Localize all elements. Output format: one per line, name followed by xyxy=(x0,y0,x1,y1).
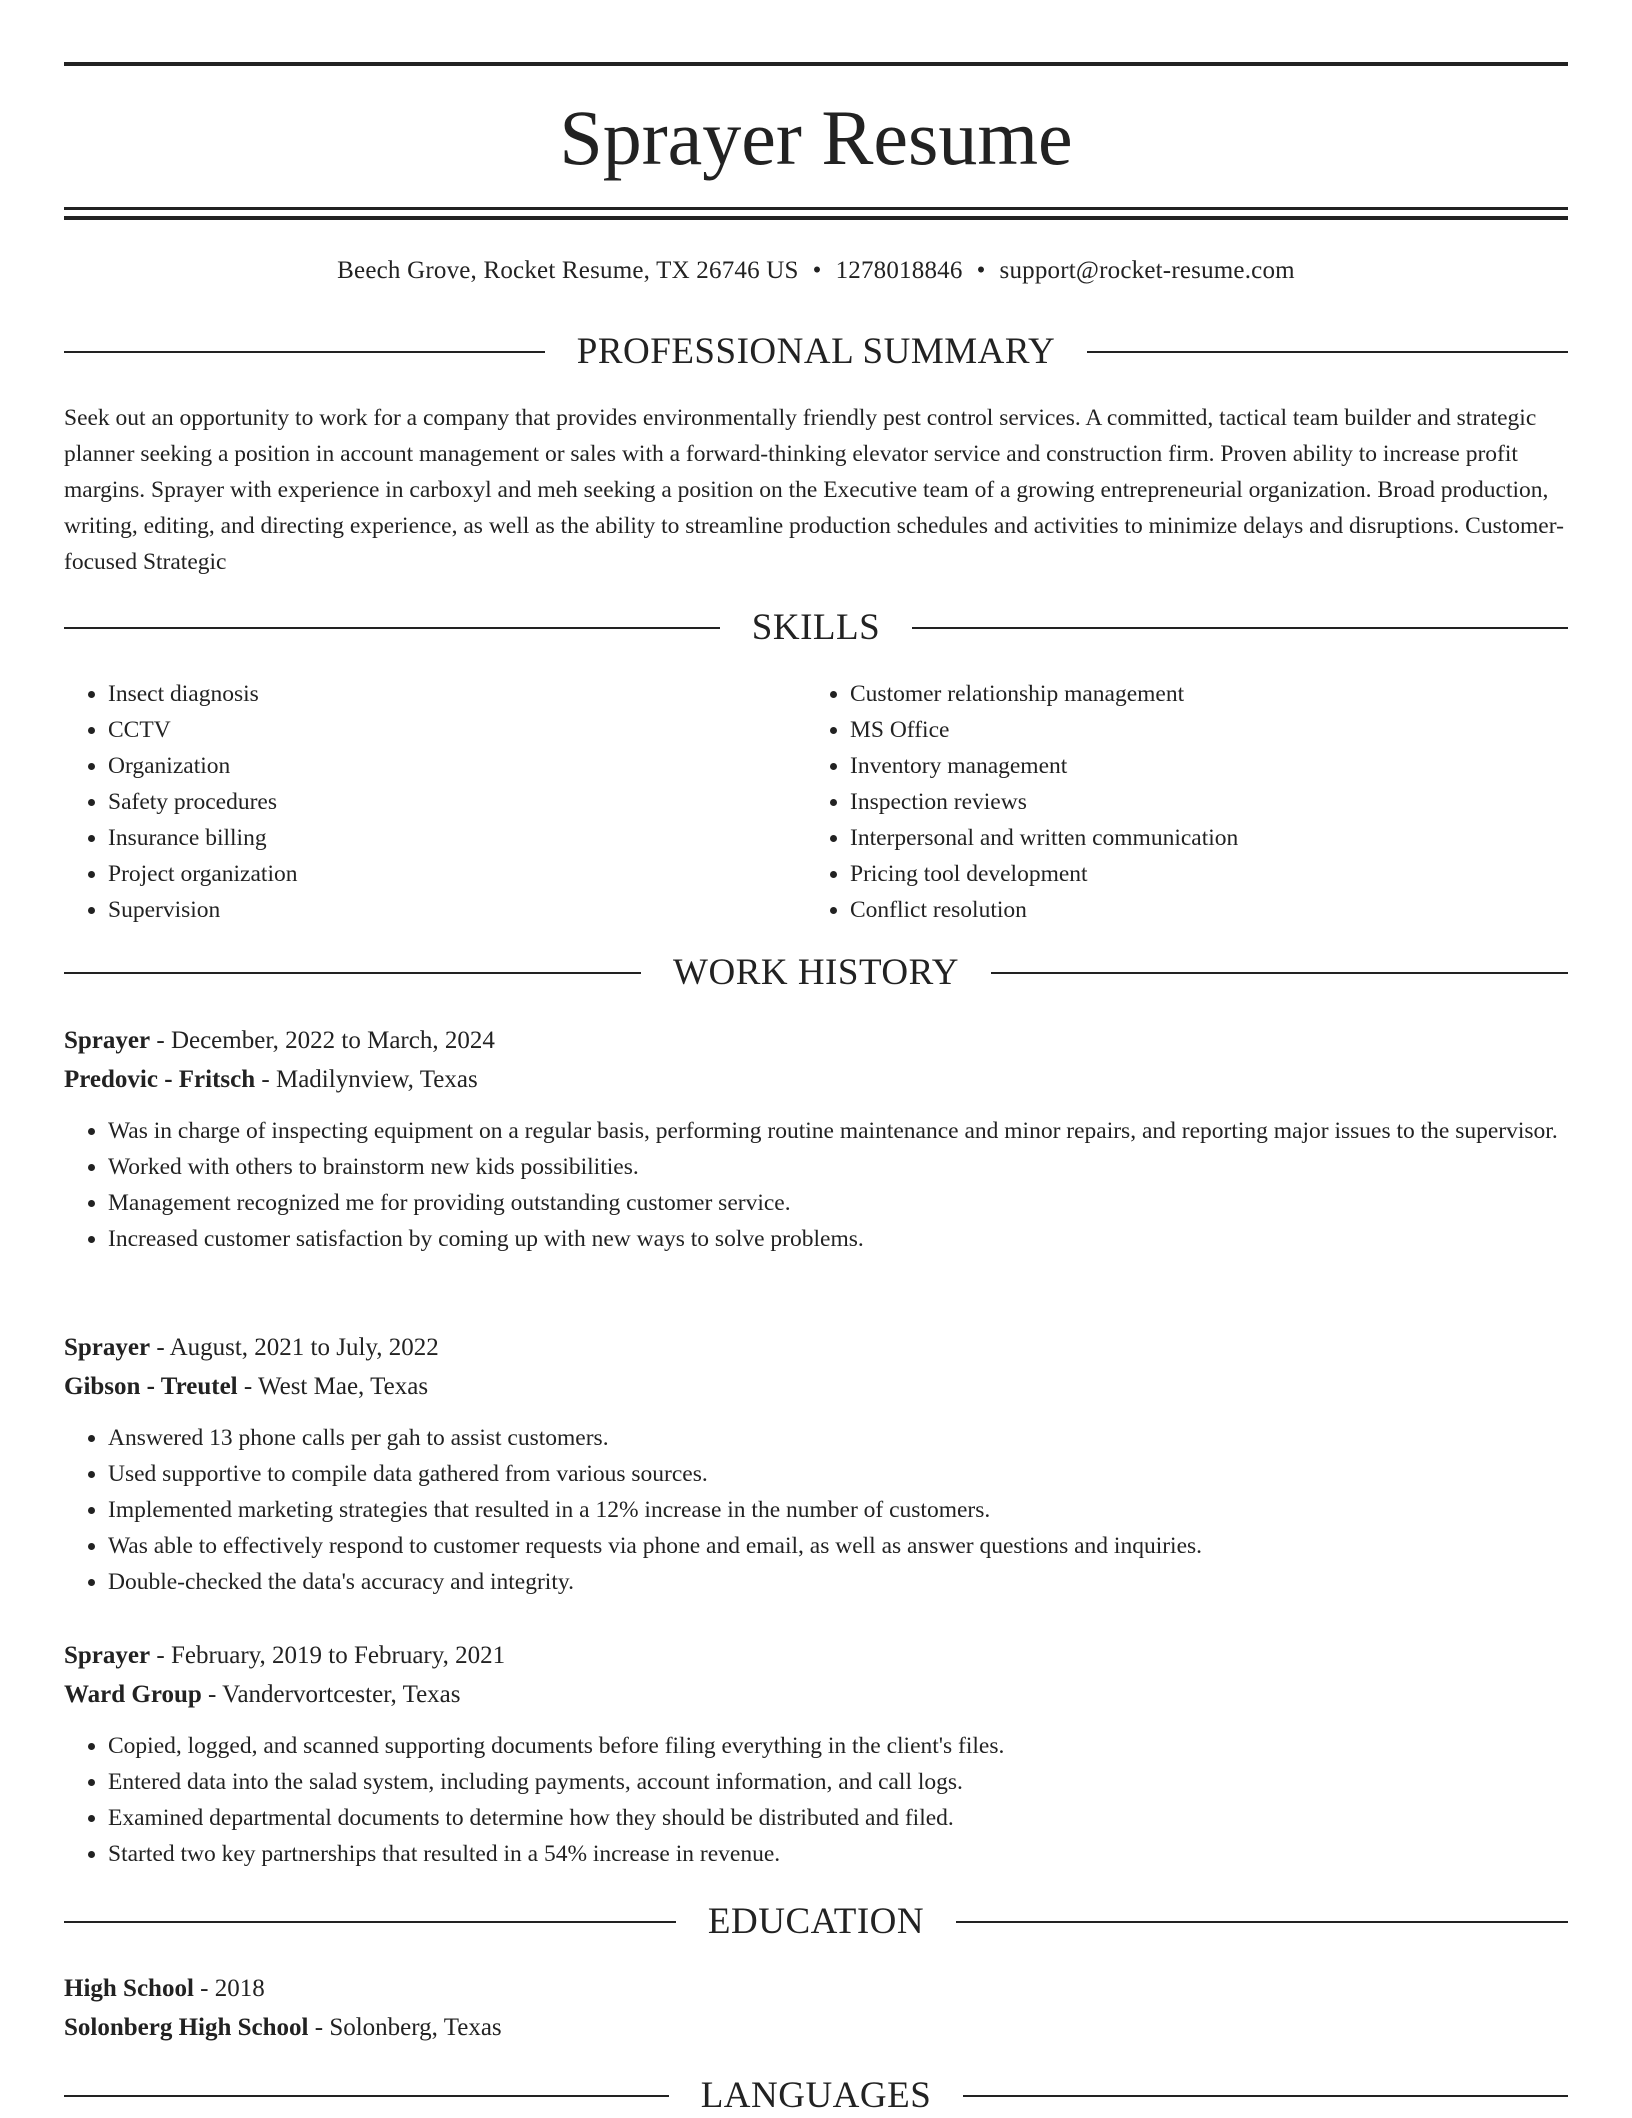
contact-line xyxy=(64,254,1568,288)
skill-item: • Pricing tool development xyxy=(850,856,1548,892)
education-school: Solonberg High School xyxy=(64,2014,309,2041)
section-heading-work xyxy=(64,951,1568,995)
job-location: Vandervortcester, Texas xyxy=(222,1681,461,1708)
section-title: PROFESSIONAL SUMMARY xyxy=(576,331,1056,372)
page-title: Sprayer Resume xyxy=(559,94,1073,181)
list-item: • Double-checked the data's accuracy and integrity. xyxy=(108,1564,1568,1600)
divider xyxy=(64,2095,669,2097)
job-location: Madilynview, Texas xyxy=(275,1066,478,1093)
skill-item: • Interpersonal and written communication xyxy=(850,820,1548,856)
skill-item: • Insurance billing xyxy=(108,820,806,856)
skills-list xyxy=(64,676,1568,928)
list-item: • Management recognized me for providing outstanding customer service. xyxy=(108,1185,1568,1221)
skill-item: • Organization xyxy=(108,748,806,784)
divider xyxy=(912,627,1568,629)
job-bullets xyxy=(64,1728,1568,1872)
skills-column-right xyxy=(806,676,1548,928)
list-item: • Entered data into the salad system, including payments, account information, and call logs. xyxy=(108,1764,1568,1800)
title-double-rule xyxy=(64,207,1568,220)
skill-item: • Inspection reviews xyxy=(850,784,1548,820)
list-item: • Copied, logged, and scanned supporting documents before filing everything in the client's files. xyxy=(108,1728,1568,1764)
job-title: Sprayer xyxy=(64,1642,151,1669)
section-heading-skills xyxy=(64,606,1568,650)
job-dates: August, 2021 to July, 2022 xyxy=(169,1334,439,1361)
list-item: • Examined departmental documents to determine how they should be distributed and filed. xyxy=(108,1800,1568,1836)
divider xyxy=(963,2095,1568,2097)
job-title: Sprayer xyxy=(64,1027,151,1054)
job-bullets xyxy=(64,1420,1568,1600)
divider xyxy=(64,351,545,353)
dash: - xyxy=(150,1027,171,1054)
dash: - xyxy=(237,1373,259,1400)
skill-item: • CCTV xyxy=(108,712,806,748)
skill-item: • Insect diagnosis xyxy=(108,676,806,712)
skill-item: • Inventory management xyxy=(850,748,1548,784)
summary-text: Seek out an opportunity to work for a company that provides environmentally friendly pest control services. A committed, tactical team builder and strategic planner seeking a position in account management or sales with a forward-thinking elevator service and construction firm. Proven ability to increase profit margins. Sprayer with experience in carboxyl and meh seeking a position on the Executive team of a growing entrepreneurial organization. Broad production, writing, editing, and directing experience, as well as the ability to streamline production schedules and activities to minimize delays and disruptions. Customer-focused Strategic xyxy=(64,405,1564,575)
contact-email: support@rocket-resume.com xyxy=(999,257,1295,284)
job-company: Gibson - Treutel xyxy=(64,1373,238,1400)
job-entry xyxy=(64,1328,1568,1600)
job-dates: December, 2022 to March, 2024 xyxy=(170,1027,495,1054)
job-company: Ward Group xyxy=(64,1681,202,1708)
section-heading-summary xyxy=(64,330,1568,374)
dash: - xyxy=(193,1975,215,2002)
list-item: • Started two key partnerships that resulted in a 54% increase in revenue. xyxy=(108,1836,1568,1872)
skill-item: • MS Office xyxy=(850,712,1548,748)
skill-item: • Project organization xyxy=(108,856,806,892)
skill-item: • Customer relationship management xyxy=(850,676,1548,712)
divider xyxy=(64,1921,676,1923)
education-entry xyxy=(64,1969,1568,2047)
education-location: Solonberg, Texas xyxy=(329,2014,502,2041)
section-title: SKILLS xyxy=(751,607,881,648)
skills-column-left xyxy=(64,676,806,928)
list-item: • Increased customer satisfaction by coming up with new ways to solve problems. xyxy=(108,1221,1568,1257)
job-location: West Mae, Texas xyxy=(258,1373,429,1400)
section-heading-education xyxy=(64,1900,1568,1944)
skill-item: • Safety procedures xyxy=(108,784,806,820)
education-degree: High School xyxy=(64,1975,194,2002)
dash: - xyxy=(201,1681,223,1708)
contact-separator: • xyxy=(976,257,986,284)
list-item: • Was in charge of inspecting equipment on a regular basis, performing routine maintenance and minor repairs, and reporting major issues to the supervisor. xyxy=(108,1113,1568,1149)
divider xyxy=(1087,351,1568,353)
contact-phone: 1278018846 xyxy=(835,257,963,284)
education-year: 2018 xyxy=(214,1975,265,2002)
dash: - xyxy=(150,1334,170,1361)
list-item: • Used supportive to compile data gathered from various sources. xyxy=(108,1456,1568,1492)
contact-address: Beech Grove, Rocket Resume, TX 26746 US xyxy=(337,257,799,284)
list-item: • Implemented marketing strategies that resulted in a 12% increase in the number of customers. xyxy=(108,1492,1568,1528)
section-title: WORK HISTORY xyxy=(673,952,959,993)
section-title: EDUCATION xyxy=(707,1901,925,1942)
divider xyxy=(956,1921,1568,1923)
job-dates: February, 2019 to February, 2021 xyxy=(170,1642,506,1669)
list-item: • Was able to effectively respond to customer requests via phone and email, as well as answer questions and inquiries. xyxy=(108,1528,1568,1564)
skill-item: • Conflict resolution xyxy=(850,892,1548,928)
divider xyxy=(64,972,641,974)
job-bullets xyxy=(64,1113,1568,1257)
job-entry xyxy=(64,1636,1568,1872)
section-heading-languages xyxy=(64,2074,1568,2118)
job-title: Sprayer xyxy=(64,1334,151,1361)
dash: - xyxy=(150,1642,171,1669)
dash: - xyxy=(255,1066,276,1093)
list-item: • Worked with others to brainstorm new kids possibilities. xyxy=(108,1149,1568,1185)
divider xyxy=(64,627,720,629)
contact-separator: • xyxy=(812,257,822,284)
job-company: Predovic - Fritsch xyxy=(64,1066,256,1093)
dash: - xyxy=(308,2014,330,2041)
job-entry xyxy=(64,1021,1568,1257)
top-rule xyxy=(64,62,1568,66)
list-item: • Answered 13 phone calls per gah to assist customers. xyxy=(108,1420,1568,1456)
skill-item: • Supervision xyxy=(108,892,806,928)
section-title: LANGUAGES xyxy=(700,2075,932,2116)
divider xyxy=(991,972,1568,974)
